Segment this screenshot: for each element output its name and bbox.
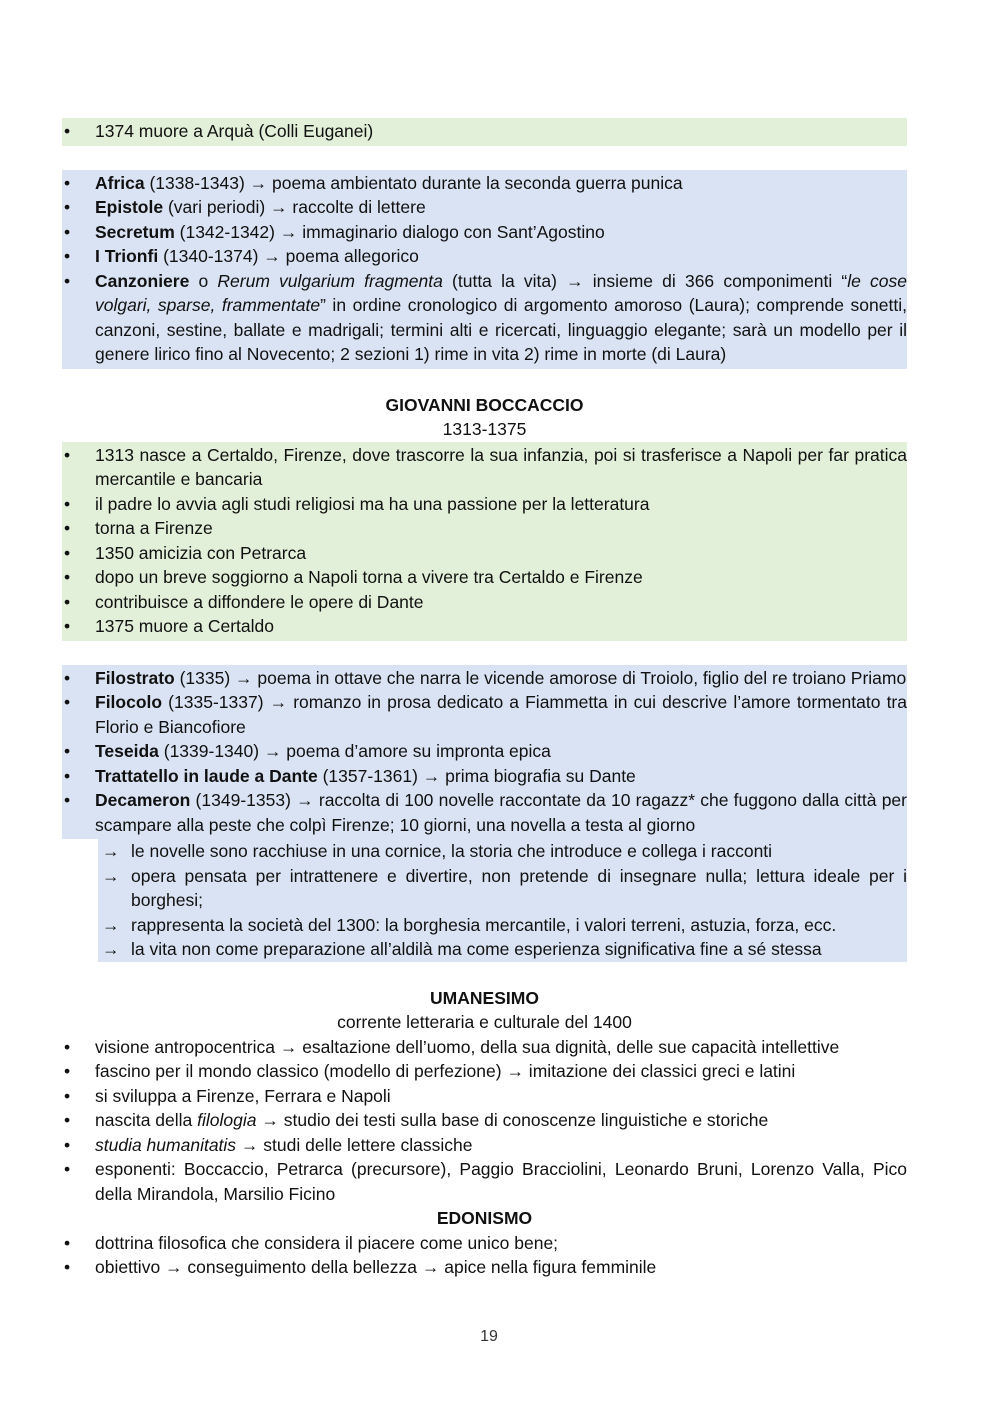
list-item: • visione antropocentrica → esaltazione dell’uomo, della sua dignità, delle sue capacità intellettive (62, 1035, 907, 1060)
list-item: • obiettivo → conseguimento della bellezza → apice nella figura femminile (62, 1255, 907, 1280)
umanesimo-subtitle: corrente letteraria e culturale del 1400 (337, 1012, 632, 1032)
list-item: • dopo un breve soggiorno a Napoli torna a vivere tra Certaldo e Firenze (62, 565, 907, 590)
list-item: • Canzoniere o Rerum vulgarium fragmenta (tutta la vita) → insieme di 366 componimenti “le cose volgari, sparse, frammentate” in ordine cronologico di argomento amoroso (Laura); comprende sonetti, canzoni, sestine, ballate e madrigali; termini alti e ricercati, linguaggio elegante; sarà un modello per il genere lirico fino al Novecento; 2 sezioni 1) rime in vita 2) rime in morte (di Laura) (62, 269, 907, 367)
list-item: • nascita della filologia → studio dei testi sulla base di conoscenze linguistiche e storiche (62, 1108, 907, 1133)
document-page (62, 118, 907, 1280)
list-item: • Africa (1338-1343) → poema ambientato durante la seconda guerra punica (62, 171, 907, 196)
umanesimo-heading: UMANESIMO (430, 987, 539, 1008)
list-item: → la vita non come preparazione all’aldilà ma come esperienza significativa fine a sé stessa (98, 937, 907, 962)
boccaccio-years: 1313-1375 (442, 419, 527, 439)
decameron-notes-list (98, 839, 907, 962)
list-item: • fascino per il mondo classico (modello di perfezione) → imitazione dei classici greci e latini (62, 1059, 907, 1084)
list-item: • Teseida (1339-1340) → poema d’amore su impronta epica (62, 739, 907, 764)
list-item: • si sviluppa a Firenze, Ferrara e Napoli (62, 1084, 907, 1109)
list-item: • Epistole (vari periodi) → raccolte di lettere (62, 195, 907, 220)
list-item: • contribuisce a diffondere le opere di Dante (62, 590, 907, 615)
list-item: • dottrina filosofica che considera il piacere come unico bene; (62, 1231, 907, 1256)
list-item: • Trattatello in laude a Dante (1357-1361) → prima biografia su Dante (62, 764, 907, 789)
list-item: → opera pensata per intrattenere e divertire, non pretende di insegnare nulla; lettura ideale per i borghesi; (98, 864, 907, 913)
edonismo-list (62, 1231, 907, 1280)
boccaccio-heading: GIOVANNI BOCCACCIO (385, 394, 584, 415)
list-item: • 1350 amicizia con Petrarca (62, 541, 907, 566)
list-item: • I Trionfi (1340-1374) → poema allegorico (62, 244, 907, 269)
page-number: 19 (480, 1328, 498, 1345)
list-item: • 1375 muore a Certaldo (62, 614, 907, 639)
list-item: • Filostrato (1335) → poema in ottave che narra le vicende amorose di Troiolo, figlio del re troiano Priamo (62, 666, 907, 691)
list-item: • Filocolo (1335-1337) → romanzo in prosa dedicato a Fiammetta in cui descrive l’amore tormentato tra Florio e Biancofiore (62, 690, 907, 739)
edonismo-heading: EDONISMO (436, 1208, 533, 1228)
list-item: • 1313 nasce a Certaldo, Firenze, dove trascorre la sua infanzia, poi si trasferisce a Napoli per far pratica mercantile e bancaria (62, 443, 907, 492)
petrarca-works-list (62, 170, 907, 369)
list-item: • torna a Firenze (62, 516, 907, 541)
umanesimo-list (62, 1035, 907, 1207)
list-item: • il padre lo avvia agli studi religiosi ma ha una passione per la letteratura (62, 492, 907, 517)
list-item: • 1374 muore a Arquà (Colli Euganei) (62, 119, 907, 144)
list-item: • esponenti: Boccaccio, Petrarca (precursore), Paggio Bracciolini, Leonardo Bruni, Lorenzo Valla, Pico della Mirandola, Marsilio Ficino (62, 1157, 907, 1206)
boccaccio-life-list (62, 442, 907, 641)
list-item: → le novelle sono racchiuse in una cornice, la storia che introduce e collega i racconti (98, 839, 907, 864)
boccaccio-works-list (62, 665, 907, 840)
list-item: • studia humanitatis → studi delle lettere classiche (62, 1133, 907, 1158)
list-item: → rappresenta la società del 1300: la borghesia mercantile, i valori terreni, astuzia, forza, ecc. (98, 913, 907, 938)
list-item: • Secretum (1342-1342) → immaginario dialogo con Sant’Agostino (62, 220, 907, 245)
list-item: • Decameron (1349-1353) → raccolta di 100 novelle raccontate da 10 ragazz* che fuggono dalla città per scampare alla peste che colpì Firenze; 10 giorni, una novella a testa al giorno (62, 788, 907, 837)
petrarca-life-end-list (62, 118, 907, 146)
